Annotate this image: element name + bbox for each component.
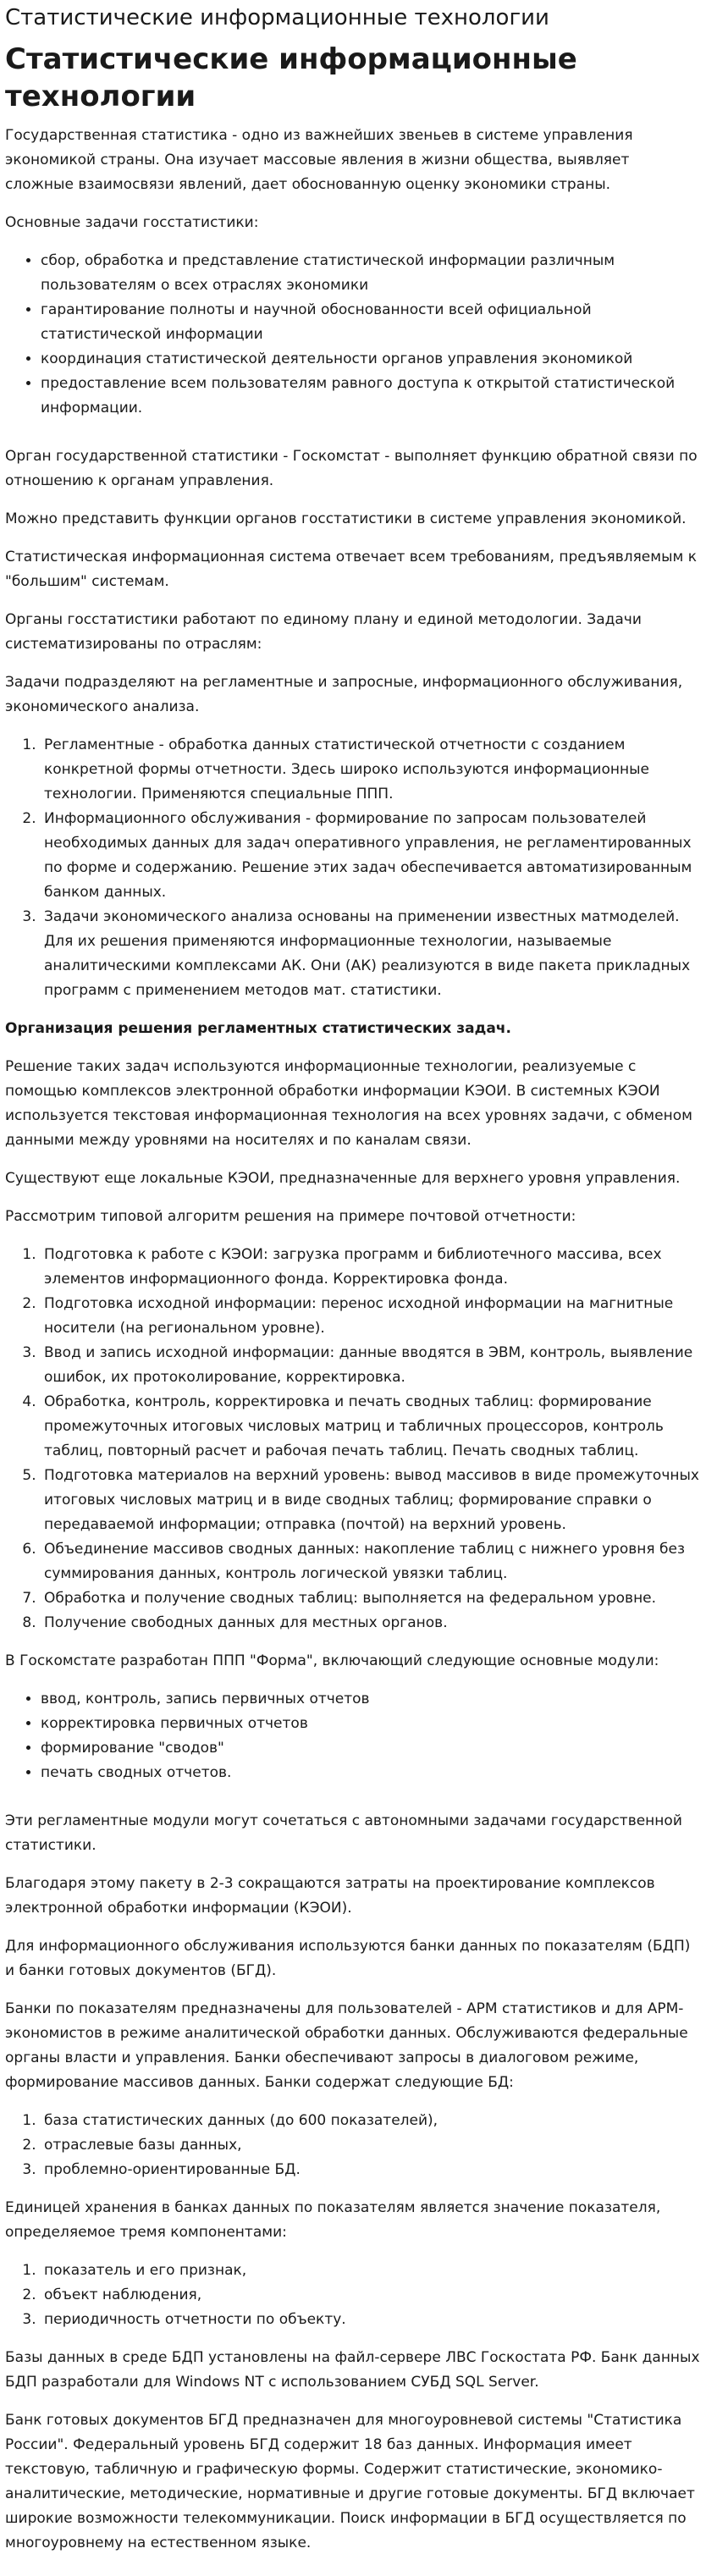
paragraph-bgd: Банк готовых документов БГД предназначен для многоуровневой системы "Статистика России". Федеральный уровень БГД содержит 18 баз данных. Информация имеет текстовую, табличную и графическую формы. Содержит статистические, экономико-аналитические, методические, нормативные и другие готовые документы. БГД включает широкие возможности телекоммуникации. Поиск информации в БГД осуществляется по многоуровнему на естественном языке. xyxy=(5,2412,695,2551)
list-item: 1. Регламентные - обработка данных статистической отчетности с созданием конкретной формы отчетности. Здесь широко используются информационные технологии. Применяются специальные ППП. xyxy=(41,733,702,807)
paragraph-methodology: Органы госстатистики работают по единому плану и единой методологии. Задачи систематизированы по отраслям: xyxy=(5,611,642,653)
list-item: • формирование "сводов" xyxy=(41,1736,702,1761)
list-item: 1. Подготовка к работе с КЭОИ: загрузка программ и библиотечного массива, всех элементов информационного фонда. Корректировка фонда. xyxy=(41,1243,702,1292)
list-item: • координация статистической деятельности органов управления экономикой xyxy=(41,347,702,372)
paragraph-local-keoi: Существуют еще локальные КЭОИ, предназначенные для верхнего уровня управления. xyxy=(5,1170,681,1187)
list-item: 1. показатель и его признак, xyxy=(41,2259,702,2283)
paragraph-intro: Государственная статистика - одно из важнейших звеньев в системе управления экономикой страны. Она изучает массовые явления в жизни общества, выявляет сложные взаимосвязи явлений, дает обоснованную оценку экономики страны. xyxy=(5,127,633,193)
paragraph-bdp: Банки по показателям предназначены для пользователей - АРМ статистиков и для АРМ-экономистов в режиме аналитической обработки данных. Обслуживаются федеральные органы власти и управления. Банки обеспечивают запросы в диалоговом режиме, формирование массивов данных. Банки содержат следующие БД: xyxy=(5,2000,688,2091)
list-item: 2. Подготовка исходной информации: перенос исходной информации на магнитные носители (на региональном уровне). xyxy=(41,1292,702,1341)
list-task-types xyxy=(5,733,702,1003)
list-item: 4. Обработка, контроль, корректировка и печать сводных таблиц: формирование промежуточных итоговых числовых матриц и табличных процессоров, контроль таблиц, повторный расчет и рабочая печать таблиц. Печать сводных таблиц. xyxy=(41,1390,702,1464)
section-heading: Организация решения регламентных статистических задач. xyxy=(5,1020,511,1037)
list-item: • сбор, обработка и представление статистической информации различным пользователям о всех отраслях экономики xyxy=(41,249,702,298)
paragraph-storage-unit: Единицей хранения в банках данных по показателям является значение показателя, определяемое тремя компонентами: xyxy=(5,2199,661,2241)
paragraph-algorithm-intro: Рассмотрим типовой алгоритм решения на примере почтовой отчетности: xyxy=(5,1208,576,1225)
paragraph-tasks-heading: Основные задачи госстатистики: xyxy=(5,214,259,231)
paragraph-costs: Благодаря этому пакету в 2-3 сокращаются затраты на проектирование комплексов электронной обработки информации (КЭОИ). xyxy=(5,1875,655,1917)
list-item: • гарантирование полноты и научной обоснованности всей официальной статистической информации xyxy=(41,298,702,347)
page-title: Статистические информационные технологии xyxy=(5,42,577,113)
list-item: 2. отраслевые базы данных, xyxy=(41,2133,702,2158)
paragraph-system: Статистическая информационная система отвечает всем требованиям, предъявляемым к "большим" системам. xyxy=(5,549,698,590)
list-item: 1. база статистических данных (до 600 показателей), xyxy=(41,2109,702,2133)
paragraph-ppp-forma: В Госкомстате разработан ППП "Форма", включающий следующие основные модули: xyxy=(5,1652,659,1669)
list-item: 7. Обработка и получение сводных таблиц: выполняется на федеральном уровне. xyxy=(41,1586,702,1611)
list-algorithm xyxy=(5,1243,702,1636)
list-item: • печать сводных отчетов. xyxy=(41,1761,702,1785)
list-databases xyxy=(5,2109,702,2182)
paragraph-task-types: Задачи подразделяют на регламентные и запросные, информационного обслуживания, экономического анализа. xyxy=(5,674,683,715)
list-item: • ввод, контроль, запись первичных отчетов xyxy=(41,1687,702,1712)
list-item: 3. периодичность отчетности по объекту. xyxy=(41,2308,702,2332)
list-item: 2. объект наблюдения, xyxy=(41,2283,702,2308)
list-item: 5. Подготовка материалов на верхний уровень: вывод массивов в виде промежуточных итоговых числовых матриц и в виде сводных таблиц; формирование справки о передаваемой информации; отправка (почтой) на верхний уровень. xyxy=(41,1464,702,1537)
list-item: 8. Получение свободных данных для местных органов. xyxy=(41,1611,702,1636)
paragraph-banks: Для информационного обслуживания используются банки данных по показателям (БДП) и банки готовых документов (БГД). xyxy=(5,1938,691,1979)
list-item: • корректировка первичных отчетов xyxy=(41,1712,702,1736)
list-tasks xyxy=(5,249,702,421)
list-item: 2. Информационного обслуживания - формирование по запросам пользователей необходимых данных для задач оперативного управления, не регламентированных по форме и содержанию. Решение этих задач обеспечивается автоматизированным банком данных. xyxy=(41,807,702,905)
list-modules xyxy=(5,1687,702,1785)
page-title-small: Статистические информационные технологии xyxy=(5,5,549,30)
paragraph-modules-combine: Эти регламентные модули могут сочетаться с автономными задачами государственной статистики. xyxy=(5,1812,682,1854)
list-item: 3. Задачи экономического анализа основаны на применении известных матмоделей. Для их решения применяются информационные технологии, называемые аналитическими комплексами АК. Они (АК) реализуются в виде пакета прикладных программ с применением методов мат. статистики. xyxy=(41,905,702,1003)
list-item: 3. проблемно-ориентированные БД. xyxy=(41,2158,702,2182)
paragraph-goskomstat: Орган государственной статистики - Госкомстат - выполняет функцию обратной связи по отношению к органам управления. xyxy=(5,448,698,489)
list-item: 6. Объединение массивов сводных данных: накопление таблиц с нижнего уровня без суммирования данных, контроль логической увязки таблиц. xyxy=(41,1537,702,1586)
list-item: • предоставление всем пользователям равного доступа к открытой статистической информации. xyxy=(41,372,702,421)
list-item: 3. Ввод и запись исходной информации: данные вводятся в ЭВМ, контроль, выявление ошибок, их протоколирование, корректировка. xyxy=(41,1341,702,1390)
list-components xyxy=(5,2259,702,2332)
paragraph-functions: Можно представить функции органов госстатистики в системе управления экономикой. xyxy=(5,510,687,527)
paragraph-bdp-server: Базы данных в среде БДП установлены на файл-сервере ЛВС Госкостата РФ. Банк данных БДП разработали для Windows NT с использованием СУБД SQL Server. xyxy=(5,2349,700,2391)
paragraph-keoi: Решение таких задач используются информационные технологии, реализуемые с помощью комплексов электронной обработки информации КЭОИ. В системных КЭОИ используется текстовая информационная технология на всех уровнях задачи, с обменом данными между уровнями на носителях и по каналам связи. xyxy=(5,1058,692,1149)
